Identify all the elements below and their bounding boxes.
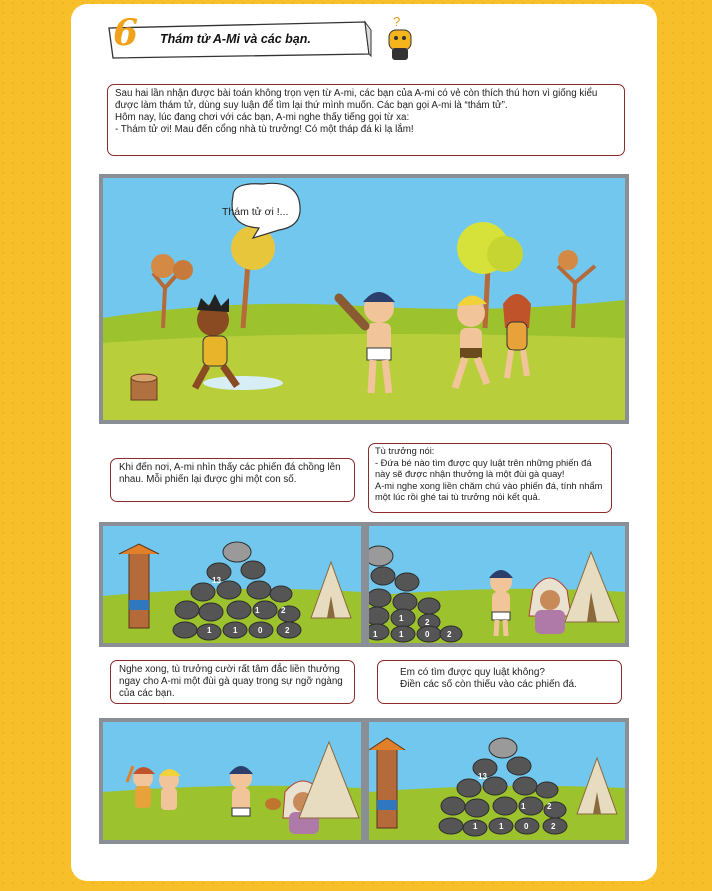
intro-paragraph-3: - Thám tử ơi! Mau đến cổng nhà tù trưởng! Có một tháp đá kì lạ lắm!: [115, 124, 414, 135]
question-line-2: Điền các số còn thiếu vào các phiến đá.: [400, 679, 577, 690]
stone-tower-scene: [103, 526, 361, 643]
stone-small-r2-1: 1: [399, 614, 404, 623]
puzzle-number-r3-3: 0: [524, 822, 529, 831]
caption-chief-line-2: - Đứa bé nào tìm được quy luật trên những phiến đá này sẽ được nhận thưởng là một đùi gà quay!: [375, 457, 592, 479]
intro-paragraph-2: Hôm nay, lúc đang chơi với các bạn, A-mi nghe thấy tiếng gọi từ xa:: [115, 112, 410, 123]
caption-arrival: [110, 458, 355, 502]
stone-small-r2-2: 2: [425, 618, 430, 627]
scene-illustration: [103, 178, 625, 420]
stone-small-r3-1: 1: [373, 630, 378, 639]
caption-chief: [368, 443, 612, 513]
svg-text:?: ?: [393, 14, 401, 29]
puzzle-number-r3-2: 1: [499, 822, 504, 831]
puzzle-number-r2-2: 2: [547, 802, 552, 811]
comic-panel-3: [365, 522, 629, 647]
comic-panel-1: [99, 174, 629, 424]
puzzle-scene: [369, 722, 625, 840]
caption-reward-text: Nghe xong, tù trưởng cười rất tâm đắc liền thưởng ngay cho A-mi một đùi gà quay trong sự ngỡ ngàng của các bạn.: [119, 664, 343, 699]
stone-number-r2-1: 1: [255, 606, 260, 615]
stone-number-r3-3: 0: [258, 626, 263, 635]
reward-scene: [103, 722, 361, 840]
stone-number-r3-1: 1: [207, 626, 212, 635]
stone-number-top: 13: [212, 576, 221, 585]
caption-chief-line-3: A-mi nghe xong liền chăm chú vào phiến đá, tính nhẩm một lúc rồi ghé tai tù trưởng nói kết quả.: [375, 480, 603, 502]
stone-small-r3-2: 1: [399, 630, 404, 639]
puzzle-number-r3-4: 2: [551, 822, 556, 831]
question-mascot-icon: [383, 14, 417, 64]
chapter-title: Thám tử A-Mi và các bạn.: [160, 32, 311, 46]
ami-and-chief-scene: [369, 526, 625, 643]
comic-panel-2: [99, 522, 365, 647]
stone-small-r3-4: 2: [447, 630, 452, 639]
caption-chief-line-1: Tù trưởng nói:: [375, 446, 435, 456]
chapter-number: 6: [113, 12, 139, 54]
caption-question: [377, 660, 622, 704]
puzzle-number-top: 13: [478, 772, 487, 781]
stone-number-r2-2: 2: [281, 606, 286, 615]
stone-small-r3-3: 0: [425, 630, 430, 639]
comic-panel-4: [99, 718, 365, 844]
intro-paragraph-1: Sau hai lần nhận được bài toán không trọn vẹn từ A-mi, các bạn của A-mi có vẻ còn thích thú hơn vì giống kiểu được làm thám tử, dùng suy luận để tìm lại thứ mình muốn. Các bạn gọi A-mi là “thám tử”.: [115, 88, 598, 111]
puzzle-number-r3-1: 1: [473, 822, 478, 831]
caption-arrival-text: Khi đến nơi, A-mi nhìn thấy các phiến đá chồng lên nhau. Mỗi phiến lại được ghi một con số.: [119, 462, 341, 485]
puzzle-number-r2-1: 1: [521, 802, 526, 811]
intro-text-box: [107, 84, 625, 156]
caption-reward: [110, 660, 355, 704]
speech-bubble-text: Thám tử ơi !...: [222, 206, 289, 218]
question-line-1: Em có tìm được quy luật không?: [400, 667, 545, 678]
stone-number-r3-4: 2: [285, 626, 290, 635]
comic-panel-5: [365, 718, 629, 844]
stone-number-r3-2: 1: [233, 626, 238, 635]
